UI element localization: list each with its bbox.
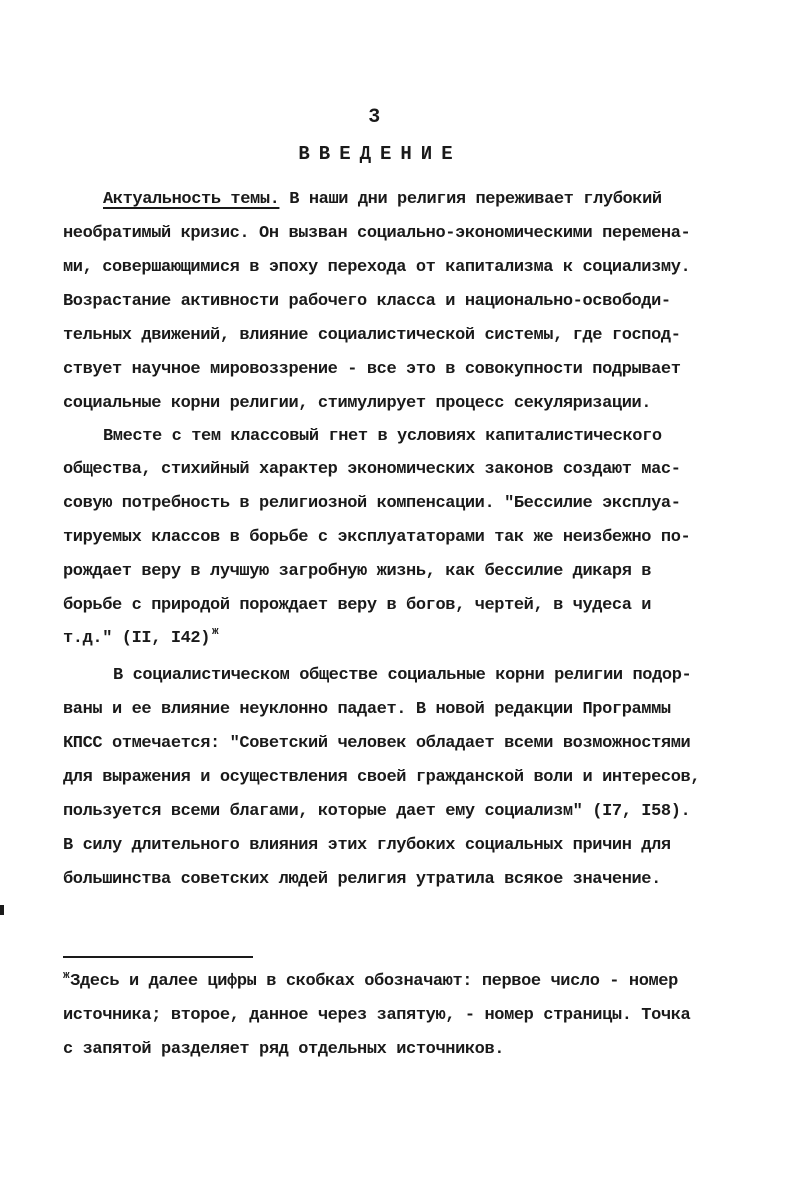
paragraph-3-line-5: пользуется всеми благами, которые дает ему социализм" (I7, I58). — [63, 802, 691, 821]
paragraph-2-line-7 — [63, 622, 748, 656]
paragraph-1-line-5: тельных движений, влияние социалистической системы, где господ- — [63, 326, 681, 345]
footnote-line-3: с запятой разделяет ряд отдельных источников. — [63, 1040, 505, 1059]
paragraph-3-line-7: большинства советских людей религия утратила всякое значение. — [63, 870, 661, 889]
paragraph-3-line-3: КПСС отмечается: "Советский человек обладает всеми возможностями — [63, 734, 691, 753]
page-title: ВВЕДЕНИЕ — [298, 143, 462, 165]
paragraph-1-line-7: социальные корни религии, стимулирует процесс секуляризации. — [63, 394, 652, 413]
paragraph-2-line-4: тируемых классов в борьбе с эксплуататорами так же неизбежно по- — [63, 528, 691, 547]
paragraph-3-line-6: В силу длительного влияния этих глубоких социальных причин для — [63, 836, 671, 855]
paragraph-1-line-3: ми, совершающимися в эпоху перехода от капитализма к социализму. — [63, 258, 691, 277]
paragraph-1-line-1 — [103, 183, 748, 217]
quote-citation: т.д." (II, I42) — [63, 629, 211, 648]
paragraph-3-line-2: ваны и ее влияние неуклонно падает. В новой редакции Программы — [63, 700, 671, 719]
paragraph-2-line-1: Вместе с тем классовый гнет в условиях капиталистического — [103, 427, 662, 446]
footnote-divider — [63, 956, 253, 958]
paragraph-2-line-6: борьбе с природой порождает веру в богов, чертей, в чудеса и — [63, 596, 652, 615]
paragraph-3-line-1: В социалистическом обществе социальные корни религии подор- — [113, 666, 692, 685]
paragraph-1-line-2: необратимый кризис. Он вызван социально-экономическими перемена- — [63, 224, 691, 243]
footnote-reference: ж — [212, 626, 219, 638]
footnote-marker: ж — [63, 970, 70, 982]
page-number: 3 — [368, 106, 380, 129]
paragraph-1-line-1-text: В наши дни религия переживает глубокий — [279, 190, 662, 209]
topic-relevance-lead: Актуальность темы. — [103, 190, 280, 209]
paragraph-2-line-3: совую потребность в религиозной компенсации. "Бессилие эксплуа- — [63, 494, 681, 513]
paragraph-2-line-5: рождает веру в лучшую загробную жизнь, как бессилие дикаря в — [63, 562, 652, 581]
paragraph-2-line-2: общества, стихийный характер экономических законов создают мас- — [63, 460, 681, 479]
footnote-line-2: источника; второе, данное через запятую, - номер страницы. Точка — [63, 1006, 691, 1025]
footnote-line-1-text: Здесь и далее цифры в скобках обозначают: первое число - номер — [70, 972, 678, 991]
paragraph-3-line-4: для выражения и осуществления своей гражданской воли и интересов, — [63, 768, 701, 787]
footnote-line-1 — [63, 965, 748, 999]
paragraph-1-line-4: Возрастание активности рабочего класса и национально-освободи- — [63, 292, 671, 311]
paragraph-1-line-6: ствует научное мировоззрение - все это в совокупности подрывает — [63, 360, 681, 379]
margin-mark — [0, 905, 4, 915]
